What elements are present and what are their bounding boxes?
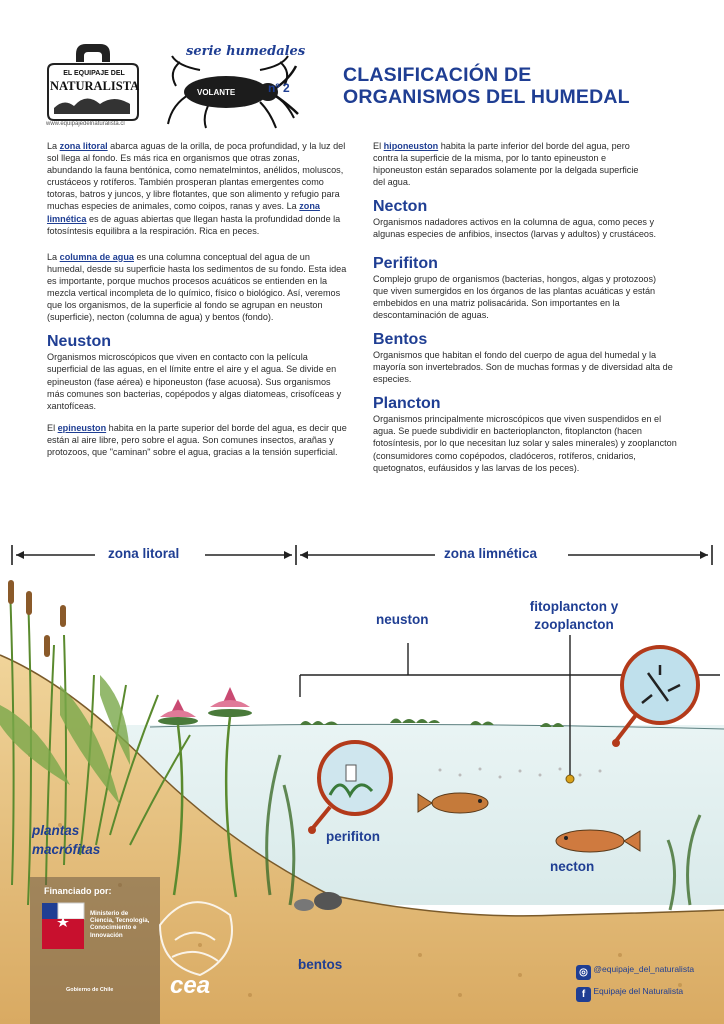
bentos-text: Organismos que habitan el fondo del cuerpo de agua del humedal y la mayoría son invertebrados. Son de muchas formas y de diversidad alta de especies. <box>373 349 673 385</box>
bentos-heading: Bentos <box>373 330 428 348</box>
title-line2: ORGANISMOS DEL HUMEDAL <box>343 86 630 108</box>
gobierno-label: Gobierno de Chile <box>66 987 114 993</box>
hiponeuston-paragraph: El hiponeuston habita la parte inferior del borde del agua, pero contra la superficie de la misma, por lo tanto epineuston e hiponeuston están separados solamente por la delgada superficie del agua. <box>373 141 639 188</box>
columna-agua-term: columna de agua <box>59 251 134 262</box>
ministerio-label: Ministerio de Ciencia, Tecnología, Conocimiento e Innovación <box>90 910 150 939</box>
logo-line2: NATURALISTA <box>50 79 140 93</box>
neuston-heading: Neuston <box>47 333 111 351</box>
logo-line1: EL EQUIPAJE DEL <box>63 70 125 77</box>
zona-limnetica-label: zona limnética <box>444 546 538 561</box>
right-text-column <box>373 140 683 486</box>
cea-logo: cea <box>170 972 211 999</box>
neuston-text: Organismos microscópicos que viven en contacto con la película superficial de las aguas, en el límite entre el aire y el agua. Se divide en epineuston (fase aérea) e hiponeuston (fase acuosa). Sus organismos más comunes son bacterias, copépodos y algas diatomeas, crisofíceas y xantofíceas. <box>47 352 342 411</box>
facebook-icon: f <box>576 987 591 1002</box>
zona-limnetica-term: zona limnética <box>47 201 320 224</box>
necton-label: necton <box>550 859 595 874</box>
left-text-column <box>47 140 347 470</box>
financiado-label: Financiado por: <box>44 886 112 896</box>
perifiton-heading: Perifiton <box>373 254 438 272</box>
zona-litoral-label: zona litoral <box>108 546 180 561</box>
logo-url: www.equipajedelnaturalista.cl <box>46 121 125 127</box>
plantas-macrofitas-label: plantas macrófitas <box>32 823 101 857</box>
epineuston-term: epineuston <box>57 422 107 433</box>
bentos-label: bentos <box>298 957 343 972</box>
page-title <box>343 64 683 108</box>
plancton-heading: Plancton <box>373 395 441 413</box>
facebook-link[interactable]: f Equipaje del Naturalista <box>576 986 683 1002</box>
columna-paragraph: La columna de agua es una columna conceptual del agua de un humedal, desde su superficie hasta los sedimentos de su fondo. Esta idea es importante, porque muchos procesos acuáticos se entienden en la mezcla vertical incompleta de lo químico, físico o biológico. Así, veremos que los organismos, de la superficie al fondo se agrupan en neuston (superficie), necton (columna de agua) y bentos (fondo). <box>47 251 347 323</box>
zona-litoral-term: zona litoral <box>59 141 108 151</box>
perifiton-label: perifiton <box>326 829 380 844</box>
zona-paragraph: La zona litoral abarca aguas de la orilla, de poca profundidad, y la luz del sol llega al fondo. Es más rica en organismos que otras zonas, abundando la fauna bentónica, como nematelmintos, anélidos, moluscos, crustáceos y rotíferos. También prosperan plantas emergentes como totoras, batros y juncos, y libre flotantes, que son alimento y refugio para muchas especies de animales, como coipos, ranas y aves. La zona limnética es de aguas abiertas que llegan hasta la profundidad donde la fotosíntesis equilibra a la respiración. Rica en peces. <box>47 141 346 236</box>
volante-number: nº 2 <box>268 81 290 95</box>
necton-heading: Necton <box>373 198 428 216</box>
plancton-text: Organismos principalmente microscópicos que viven suspendidos en el agua. Se puede subdividir en bacterioplancton, fitoplancton (hacen fotosíntesis, por lo que necesitan luz solar y sales minerales) y zooplancton (consumidores como copépodos, cladóceros, rotíferos, cnidarios, quetognatos, eufáusidos y las larvas de los peces). <box>373 414 677 473</box>
necton-text: Organismos nadadores activos en la columna de agua, como peces y algunas especies de anfibios, insectos (larvas y adultos) y crustáceos. <box>373 217 657 240</box>
instagram-link[interactable]: ◎ @equipaje_del_naturalista <box>576 964 694 980</box>
neuston-label: neuston <box>376 612 429 627</box>
fitoplancton-label: fitoplancton y zooplancton <box>529 599 619 632</box>
volante-label: VOLANTE <box>197 88 236 97</box>
epineuston-paragraph: El epineuston habita en la parte superior del borde del agua, es decir que están al aire libre, pero sobre el agua. Son comunes insectos, arañas y protozoos, que "caminan" sobre el agua, gracias a la tensión superficial. <box>47 422 347 457</box>
instagram-icon: ◎ <box>576 965 591 980</box>
series-title: serie humedales <box>186 44 306 59</box>
perifiton-text: Complejo grupo de organismos (bacterias, hongos, algas y protozoos) que viven sumergidos en los órganos de las plantas acuáticas y están embebidos en una matriz polisacárida. Son importantes en la descontaminación de aguas. <box>373 273 657 320</box>
hiponeuston-term: hiponeuston <box>383 141 439 151</box>
title-line1: CLASIFICACIÓN DE <box>343 64 532 86</box>
